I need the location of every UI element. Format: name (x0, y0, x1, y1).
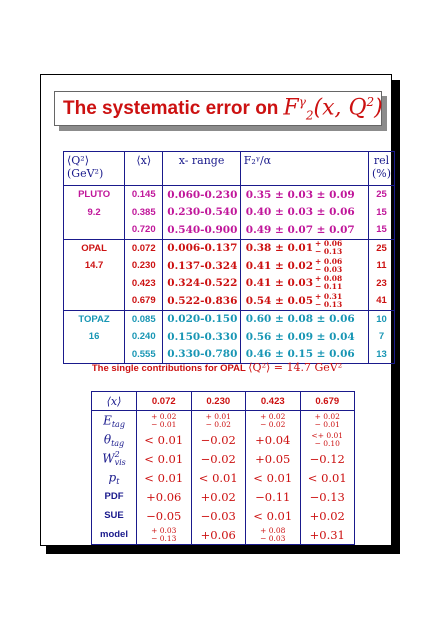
contrib-value (191, 411, 246, 431)
contrib-corner: ⟨x⟩ (92, 392, 137, 411)
experiment-cell (64, 292, 125, 310)
label-scripts (111, 432, 124, 448)
table-row (64, 275, 395, 293)
rel-cell: 25 (368, 239, 394, 257)
x-cell: 0.720 (125, 221, 163, 239)
contrib-value: +0.02 (300, 506, 355, 525)
rel-cell: 15 (368, 221, 394, 239)
f2-cell (240, 186, 368, 204)
f2-value: 0.56 ± 0.09 ± 0.04 (245, 330, 355, 343)
error-down: − 0.10 (314, 438, 340, 448)
f2-value: 0.60 ± 0.08 ± 0.06 (245, 313, 355, 326)
f2-cell (240, 275, 368, 293)
header-q2-label: ⟨Q²⟩ (67, 154, 90, 167)
asym-error (315, 240, 342, 256)
contrib-value: +0.05 (246, 449, 301, 468)
f2-cell (240, 204, 368, 222)
slide (40, 74, 392, 546)
subtitle-math: ⟨Q²⟩ = 14.7 GeV² (248, 361, 343, 374)
rel-cell: 11 (368, 257, 394, 275)
error-down: − 0.02 (205, 419, 231, 429)
header-rel (368, 152, 394, 186)
f2-cell (240, 221, 368, 239)
f2-value: 0.41 ± 0.02 (245, 259, 314, 272)
label-sup: 2 (114, 449, 120, 459)
contrib-value: +0.06 (191, 525, 246, 545)
label-scripts (116, 470, 119, 486)
table-row (64, 310, 395, 328)
contrib-value (137, 411, 192, 431)
contrib-value: −0.05 (137, 506, 192, 525)
error-up: + 0.02 (314, 411, 340, 421)
experiment-cell: 9.2 (64, 204, 125, 222)
table-row (64, 221, 395, 239)
contrib-value: < 0.01 (300, 468, 355, 487)
table-row (92, 506, 355, 525)
contributions-table (91, 391, 355, 545)
contrib-header-row (92, 392, 355, 411)
contrib-value: < 0.01 (137, 430, 192, 449)
experiment-cell: OPAL (64, 239, 125, 257)
range-cell: 0.522-0.836 (163, 292, 240, 310)
error-up: + 0.08 (260, 525, 286, 535)
table-row (92, 525, 355, 545)
f2-cell (240, 239, 368, 257)
table-row (64, 292, 395, 310)
header-f2: F₂ᵞ/α (240, 152, 368, 186)
asym-error (315, 275, 342, 291)
x-cell: 0.679 (125, 292, 163, 310)
contrib-column-header: 0.230 (191, 392, 246, 411)
error-down: − 0.13 (315, 247, 343, 257)
rel-cell: 13 (368, 346, 394, 364)
contrib-label (92, 487, 137, 506)
label-sub: vis (114, 457, 126, 467)
error-down: − 0.02 (260, 419, 286, 429)
asym-error (315, 413, 340, 429)
title-args-sup: 2 (366, 94, 375, 109)
range-cell: 0.324-0.522 (163, 275, 240, 293)
contrib-label-main: model (100, 529, 128, 540)
contrib-value: −0.11 (246, 487, 301, 506)
contrib-value: +0.31 (300, 525, 355, 545)
contrib-value (246, 411, 301, 431)
error-up: + 0.03 (151, 525, 177, 535)
title-args-close: ) (374, 94, 383, 120)
contrib-value: +0.06 (137, 487, 192, 506)
error-down: − 0.11 (315, 282, 343, 292)
range-cell: 0.230-0.540 (163, 204, 240, 222)
header-rel-unit: (%) (371, 167, 391, 180)
title-args: (x, Q (313, 94, 367, 120)
error-down: − 0.01 (314, 419, 340, 429)
table-row (92, 430, 355, 449)
range-cell: 0.540-0.900 (163, 221, 240, 239)
label-sub: tag (111, 438, 125, 448)
rel-cell: 7 (368, 328, 394, 346)
contrib-label-main: SUE (104, 510, 124, 521)
title-func: F (283, 94, 299, 120)
f2-value: 0.35 ± 0.03 ± 0.09 (245, 188, 355, 201)
rel-cell: 41 (368, 292, 394, 310)
contrib-label (92, 449, 137, 468)
error-up: + 0.31 (315, 291, 343, 301)
rel-cell: 23 (368, 275, 394, 293)
error-down: − 0.01 (151, 419, 177, 429)
contrib-value: < 0.01 (246, 468, 301, 487)
table-row (64, 328, 395, 346)
contrib-column-header: 0.072 (137, 392, 192, 411)
range-cell: 0.330-0.780 (163, 346, 240, 364)
header-range: x- range (163, 152, 240, 186)
asym-error (260, 413, 285, 429)
experiment-cell: 14.7 (64, 257, 125, 275)
range-cell: 0.006-0.137 (163, 239, 240, 257)
f2-cell (240, 310, 368, 328)
title-text: The systematic error on (63, 97, 279, 119)
error-up: + 0.02 (151, 411, 177, 421)
rel-cell: 15 (368, 204, 394, 222)
rel-cell: 25 (368, 186, 394, 204)
table-row (64, 239, 395, 257)
x-cell: 0.240 (125, 328, 163, 346)
label-sub: tag (111, 419, 125, 429)
title-func-sup: γ (298, 94, 306, 109)
title-formula (283, 95, 382, 123)
contrib-label-main: E (103, 413, 112, 427)
results-table (63, 151, 395, 364)
f2-value: 0.54 ± 0.05 (245, 294, 314, 307)
f2-value: 0.38 ± 0.01 (245, 242, 314, 255)
x-cell: 0.230 (125, 257, 163, 275)
table-row (92, 449, 355, 468)
results-header-row (64, 152, 395, 186)
table-row (92, 487, 355, 506)
contrib-value: −0.12 (300, 449, 355, 468)
asym-error (315, 258, 342, 274)
asym-error (315, 293, 342, 309)
header-q2-unit: (GeV²) (67, 167, 104, 180)
contrib-value: −0.02 (191, 430, 246, 449)
x-cell: 0.555 (125, 346, 163, 364)
experiment-cell: TOPAZ (64, 310, 125, 328)
error-down: − 0.03 (315, 264, 343, 274)
contrib-value (246, 525, 301, 545)
error-up: + 0.02 (260, 411, 286, 421)
range-cell: 0.137-0.324 (163, 257, 240, 275)
contrib-value (300, 430, 355, 449)
contrib-column-header: 0.679 (300, 392, 355, 411)
contrib-label-main: p (108, 470, 117, 484)
header-rel-label: rel (373, 154, 390, 167)
contributions-body (92, 392, 355, 545)
results-body (64, 186, 395, 364)
range-cell: 0.060-0.230 (163, 186, 240, 204)
range-cell: 0.020-0.150 (163, 310, 240, 328)
label-scripts (112, 413, 125, 429)
contrib-value: < 0.01 (137, 468, 192, 487)
asym-error (206, 413, 231, 429)
x-cell: 0.145 (125, 186, 163, 204)
asym-error (151, 527, 176, 543)
experiment-cell: 16 (64, 328, 125, 346)
contrib-column-header: 0.423 (246, 392, 301, 411)
table-row (64, 186, 395, 204)
contrib-label (92, 506, 137, 525)
error-up: + 0.01 (205, 411, 231, 421)
f2-cell (240, 328, 368, 346)
contrib-label (92, 411, 137, 431)
experiment-cell: PLUTO (64, 186, 125, 204)
f2-value: 0.49 ± 0.07 ± 0.07 (245, 223, 355, 236)
x-cell: 0.085 (125, 310, 163, 328)
header-x: ⟨x⟩ (125, 152, 163, 186)
contrib-value: +0.02 (191, 487, 246, 506)
contrib-value: −0.03 (191, 506, 246, 525)
asym-error (311, 432, 343, 448)
error-up: + 0.06 (315, 256, 343, 266)
error-down: − 0.13 (151, 533, 177, 543)
table-row (64, 257, 395, 275)
header-q2 (64, 152, 125, 186)
contrib-value: −0.02 (191, 449, 246, 468)
error-up: + 0.06 (315, 239, 343, 249)
contrib-value: < 0.01 (137, 449, 192, 468)
experiment-cell (64, 275, 125, 293)
contrib-value (137, 525, 192, 545)
range-cell: 0.150-0.330 (163, 328, 240, 346)
contrib-label-main: W (102, 451, 115, 465)
x-cell: 0.385 (125, 204, 163, 222)
f2-cell (240, 292, 368, 310)
contrib-value (300, 411, 355, 431)
experiment-cell (64, 221, 125, 239)
contrib-value: < 0.01 (191, 468, 246, 487)
contrib-value: −0.13 (300, 487, 355, 506)
contrib-label (92, 525, 137, 545)
subtitle-text: The single contributions for OPAL (91, 363, 246, 374)
error-down: − 0.13 (315, 299, 343, 309)
f2-value: 0.41 ± 0.03 (245, 277, 314, 290)
title-func-sub: 2 (305, 108, 314, 123)
table-row (64, 204, 395, 222)
contrib-label (92, 430, 137, 449)
error-up: <+ 0.01 (311, 430, 344, 440)
contrib-value: +0.04 (246, 430, 301, 449)
asym-error (260, 527, 285, 543)
table-row (92, 411, 355, 431)
contrib-label (92, 468, 137, 487)
rel-cell: 10 (368, 310, 394, 328)
x-cell: 0.072 (125, 239, 163, 257)
label-sub: t (116, 476, 120, 486)
contrib-label-main: θ (103, 432, 112, 446)
error-down: − 0.03 (260, 533, 286, 543)
page-title (54, 91, 382, 126)
x-cell: 0.423 (125, 275, 163, 293)
f2-cell (240, 257, 368, 275)
label-scripts (115, 451, 126, 467)
asym-error (151, 413, 176, 429)
table-row (92, 468, 355, 487)
contrib-value: < 0.01 (246, 506, 301, 525)
contributions-subtitle (41, 361, 393, 374)
contrib-label-main: PDF (104, 491, 124, 502)
f2-value: 0.40 ± 0.03 ± 0.06 (245, 206, 355, 219)
error-up: + 0.08 (315, 274, 343, 284)
f2-value: 0.46 ± 0.15 ± 0.06 (245, 348, 355, 361)
